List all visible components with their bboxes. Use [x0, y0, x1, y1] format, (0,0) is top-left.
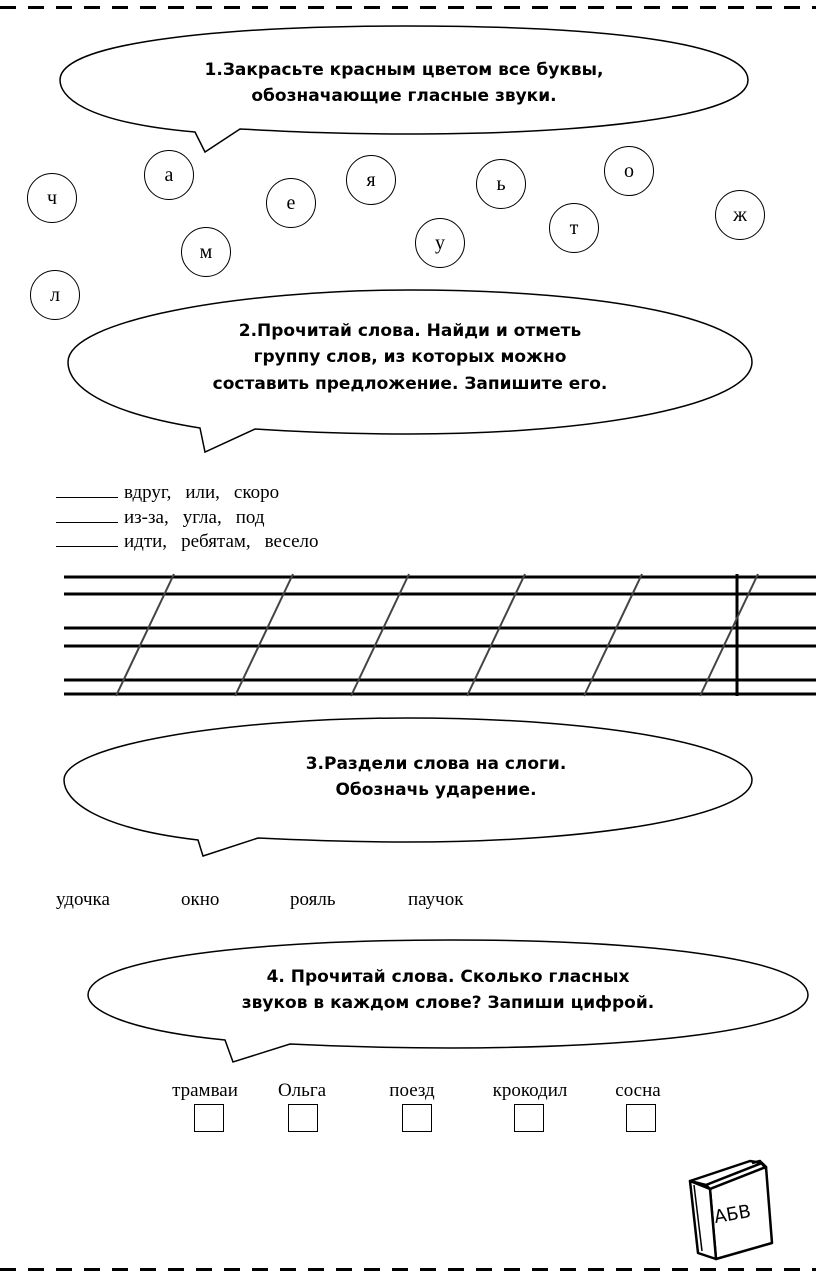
- count-word-tramvai: трамваи: [172, 1080, 238, 1101]
- task4-line2: звуков в каждом слове? Запиши цифрой.: [241, 993, 655, 1014]
- bottom-dashed-border: [0, 1268, 816, 1271]
- count-word-sosna: сосна: [615, 1080, 661, 1101]
- vowel-count-box-1[interactable]: [194, 1104, 224, 1132]
- task3-line2: Обозначь ударение.: [335, 780, 537, 801]
- task1-line1: 1.Закрасьте красным цветом все буквы,: [204, 60, 604, 80]
- row1-word2: или,: [185, 482, 220, 503]
- row1-word1: вдруг,: [124, 482, 172, 503]
- vowel-count-box-3[interactable]: [402, 1104, 432, 1132]
- letter-circle-t[interactable]: т: [549, 203, 599, 253]
- task4-line1: 4. Прочитай слова. Сколько гласных: [266, 967, 630, 987]
- syllable-word-royal: рояль: [290, 889, 336, 910]
- letter-circle-ya[interactable]: я: [346, 155, 396, 205]
- letter-circle-a[interactable]: а: [144, 150, 194, 200]
- task3-line1: 3.Раздели слова на слоги.: [305, 754, 567, 774]
- letter-circle-ch[interactable]: ч: [27, 173, 77, 223]
- letter-circle-m[interactable]: м: [181, 227, 231, 277]
- row2-word3: под: [235, 507, 265, 528]
- syllable-word-pauchok: паучок: [408, 889, 464, 910]
- vowel-count-box-5[interactable]: [626, 1104, 656, 1132]
- task1-line2: обозначающие гласные звуки.: [251, 86, 557, 107]
- task2-line3: составить предложение. Запишите его.: [212, 373, 608, 394]
- count-word-olga: Ольга: [277, 1080, 327, 1101]
- book-label: АБВ: [712, 1200, 753, 1229]
- vowel-count-box-4[interactable]: [514, 1104, 544, 1132]
- row3-word1: идти,: [124, 531, 168, 552]
- syllable-word-udochka: удочка: [56, 889, 110, 910]
- task2-line2: группу слов, из которых можно: [253, 347, 567, 368]
- count-word-krokodil: крокодил: [492, 1080, 568, 1101]
- row3-word3: весело: [264, 531, 319, 552]
- letter-circle-soft-sign[interactable]: ь: [476, 159, 526, 209]
- letter-circle-u[interactable]: у: [415, 218, 465, 268]
- letter-circle-o[interactable]: о: [604, 146, 654, 196]
- row2-word2: угла,: [182, 507, 222, 528]
- task4-instruction: [150, 964, 746, 1017]
- row1-word3: скоро: [233, 482, 280, 503]
- row2-word1: из-за,: [124, 507, 169, 528]
- row3-word2: ребятам,: [181, 531, 251, 552]
- letter-circle-e[interactable]: е: [266, 178, 316, 228]
- count-word-poezd: поезд: [389, 1080, 435, 1101]
- letter-circle-zh[interactable]: ж: [715, 190, 765, 240]
- syllable-word-okno: окно: [181, 889, 220, 910]
- letter-circle-l[interactable]: л: [30, 270, 80, 320]
- task2-line1: 2.Прочитай слова. Найди и отметь: [238, 321, 582, 341]
- vowel-count-box-2[interactable]: [288, 1104, 318, 1132]
